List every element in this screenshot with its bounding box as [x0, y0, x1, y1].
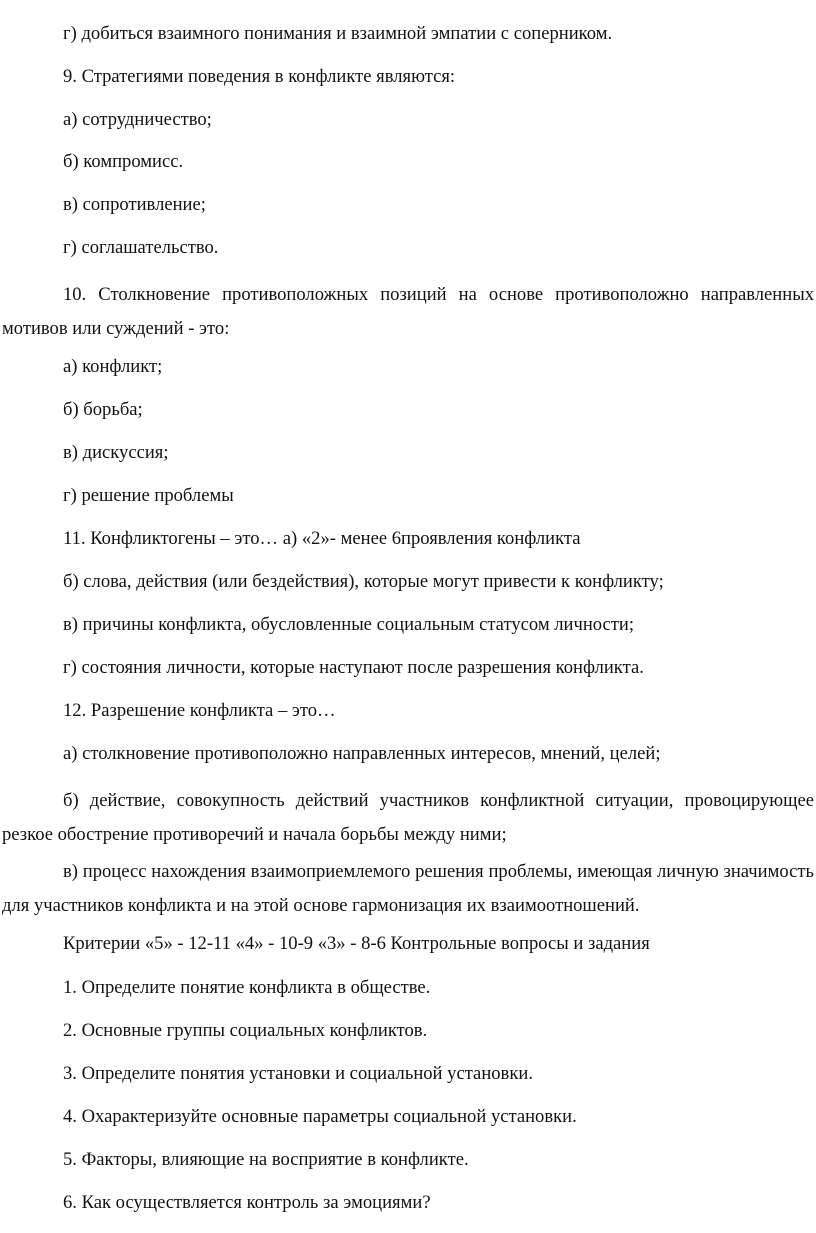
answer-option-v-q9: в) сопротивление; — [63, 194, 206, 215]
answer-option-g-q8: г) добиться взаимного понимания и взаимной эмпатии с соперником. — [63, 23, 613, 44]
answer-option-v-q11: в) причины конфликта, обусловленные социальным статусом личности; — [63, 614, 635, 635]
answer-option-b-q9: б) компромисс. — [63, 151, 184, 172]
question-10 — [2, 278, 814, 346]
answer-option-a-q9: а) сотрудничество; — [63, 109, 212, 130]
control-question-6: 6. Как осуществляется контроль за эмоциями? — [63, 1192, 431, 1213]
control-question-5: 5. Факторы, влияющие на восприятие в конфликте. — [63, 1149, 469, 1170]
answer-option-v-q12-text: в) процесс нахождения взаимоприемлемого решения проблемы, имеющая личную значимость для участников конфликта и на этой основе гармонизация их взаимоотношений. — [2, 861, 814, 916]
question-11: 11. Конфликтогены – это… а) «2»- менее 6проявления конфликта — [63, 528, 581, 549]
question-9: 9. Стратегиями поведения в конфликте являются: — [63, 66, 456, 87]
answer-option-g-q9: г) соглашательство. — [63, 237, 219, 258]
answer-option-a-q10: а) конфликт; — [63, 356, 163, 377]
answer-option-b-q12 — [2, 784, 814, 852]
question-12: 12. Разрешение конфликта – это… — [63, 700, 336, 721]
answer-option-b-q11: б) слова, действия (или бездействия), которые могут привести к конфликту; — [63, 571, 664, 592]
control-question-1: 1. Определите понятие конфликта в обществе. — [63, 977, 431, 998]
control-question-3: 3. Определите понятия установки и социальной установки. — [63, 1063, 533, 1084]
question-10-text: 10. Столкновение противоположных позиций на основе противоположно направленных мотивов или суждений - это: — [2, 284, 814, 339]
answer-option-g-q11: г) состояния личности, которые наступают после разрешения конфликта. — [63, 657, 644, 678]
control-question-2: 2. Основные группы социальных конфликтов. — [63, 1020, 428, 1041]
answer-option-b-q10: б) борьба; — [63, 399, 143, 420]
control-question-4: 4. Охарактеризуйте основные параметры социальной установки. — [63, 1106, 577, 1127]
grading-criteria: Критерии «5» - 12-11 «4» - 10-9 «3» - 8-6 Контрольные вопросы и задания — [63, 933, 650, 954]
answer-option-v-q12 — [2, 855, 814, 923]
answer-option-v-q10: в) дискуссия; — [63, 442, 169, 463]
answer-option-b-q12-text: б) действие, совокупность действий участников конфликтной ситуации, провоцирующее резкое обострение противоречий и начала борьбы между ними; — [2, 790, 814, 845]
answer-option-g-q10: г) решение проблемы — [63, 485, 234, 506]
answer-option-a-q12: а) столкновение противоположно направленных интересов, мнений, целей; — [63, 743, 661, 764]
